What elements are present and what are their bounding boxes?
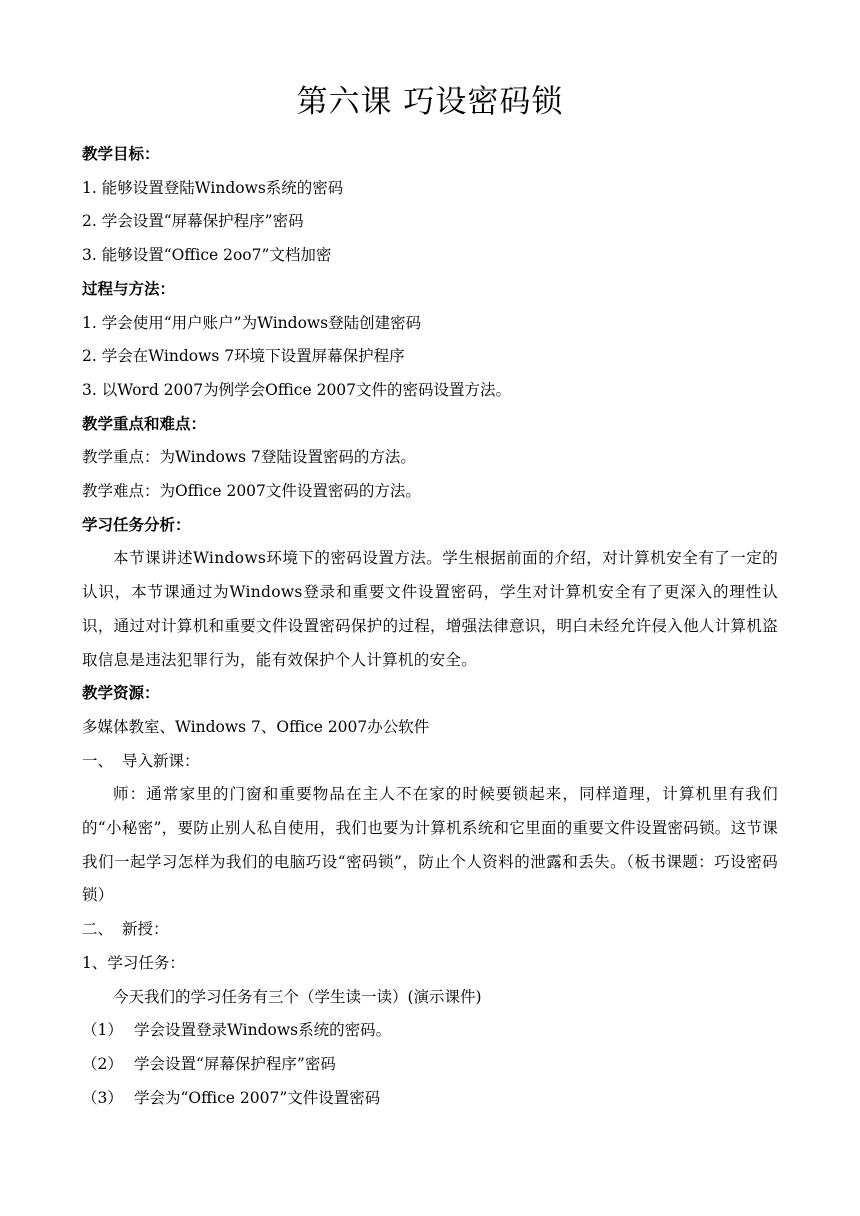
- task-item-text: 学会设置“屏幕保护程序”密码: [134, 1054, 336, 1073]
- task-item-text: 学会设置登录Windows系统的密码。: [134, 1021, 392, 1040]
- task-item-mark: （3）: [82, 1088, 123, 1107]
- process-heading: 过程与方法：: [82, 279, 176, 298]
- analysis-paragraph: 本节课讲述Windows环境下的密码设置方法。学生根据前面的介绍，对计算机安全有了一定的认识，本节课通过为Windows登录和重要文件设置密码，学生对计算机安全有了更深入的理性认识，通过对计算机和重要文件设置密码保护的过程，增强法律意识，明白未经允许侵入他人计算机盗取信息是违法犯罪行为，能有效保护个人计算机的安全。: [82, 549, 778, 669]
- process-item: 1. 学会使用“用户账户”为Windows登陆创建密码: [82, 313, 422, 332]
- section-one-paragraph: 师：通常家里的门窗和重要物品在主人不在家的时候要锁起来，同样道理，计算机里有我们的“小秘密”，要防止别人私自使用，我们也要为计算机系统和它里面的重要文件设置密码锁。这节课我们一起学习怎样为我们的电脑巧设“密码锁”，防止个人资料的泄露和丢失。（板书课题：巧设密码锁）: [82, 785, 778, 905]
- goal-item: 2. 学会设置“屏幕保护程序”密码: [82, 212, 304, 231]
- analysis-heading: 学习任务分析：: [82, 515, 191, 534]
- task-item-mark: （1）: [82, 1021, 123, 1040]
- section-two-heading: [82, 913, 778, 947]
- difficult-point-text: 教学难点：为Office 2007文件设置密码的方法。: [82, 482, 421, 501]
- process-item: 2. 学会在Windows 7环境下设置屏幕保护程序: [82, 347, 405, 366]
- section-two-label: 新授：: [122, 920, 169, 939]
- task-intro: 今天我们的学习任务有三个（学生读一读）(演示课件): [113, 987, 482, 1006]
- resources-text: 多媒体教室、Windows 7、Office 2007办公软件: [82, 717, 430, 736]
- document-page: [82, 80, 778, 1115]
- resources-heading: 教学资源：: [82, 684, 160, 703]
- section-two-mark: 二、: [82, 920, 114, 939]
- section-one-mark: 一、: [82, 751, 114, 770]
- lesson-title: 第六课 巧设密码锁: [296, 84, 564, 120]
- section-one-label: 导入新课：: [122, 751, 200, 770]
- goal-item: 3. 能够设置“Office 2oo7”文档加密: [82, 246, 332, 265]
- task-item: [82, 1014, 778, 1048]
- task-item-mark: （2）: [82, 1054, 123, 1073]
- key-point-text: 教学重点：为Windows 7登陆设置密码的方法。: [82, 448, 416, 467]
- task-subheading: 1、学习任务：: [82, 953, 185, 972]
- key-points-heading: 教学重点和难点：: [82, 414, 207, 433]
- goals-heading: 教学目标：: [82, 145, 160, 163]
- process-item: 3. 以Word 2007为例学会Office 2007文件的密码设置方法。: [82, 380, 512, 399]
- task-item-text: 学会为“Office 2007”文件设置密码: [134, 1088, 381, 1107]
- task-item: [82, 1082, 778, 1116]
- task-item: [82, 1048, 778, 1082]
- section-one-heading: [82, 745, 778, 779]
- goal-item: 1. 能够设置登陆Windows系统的密码: [82, 178, 344, 197]
